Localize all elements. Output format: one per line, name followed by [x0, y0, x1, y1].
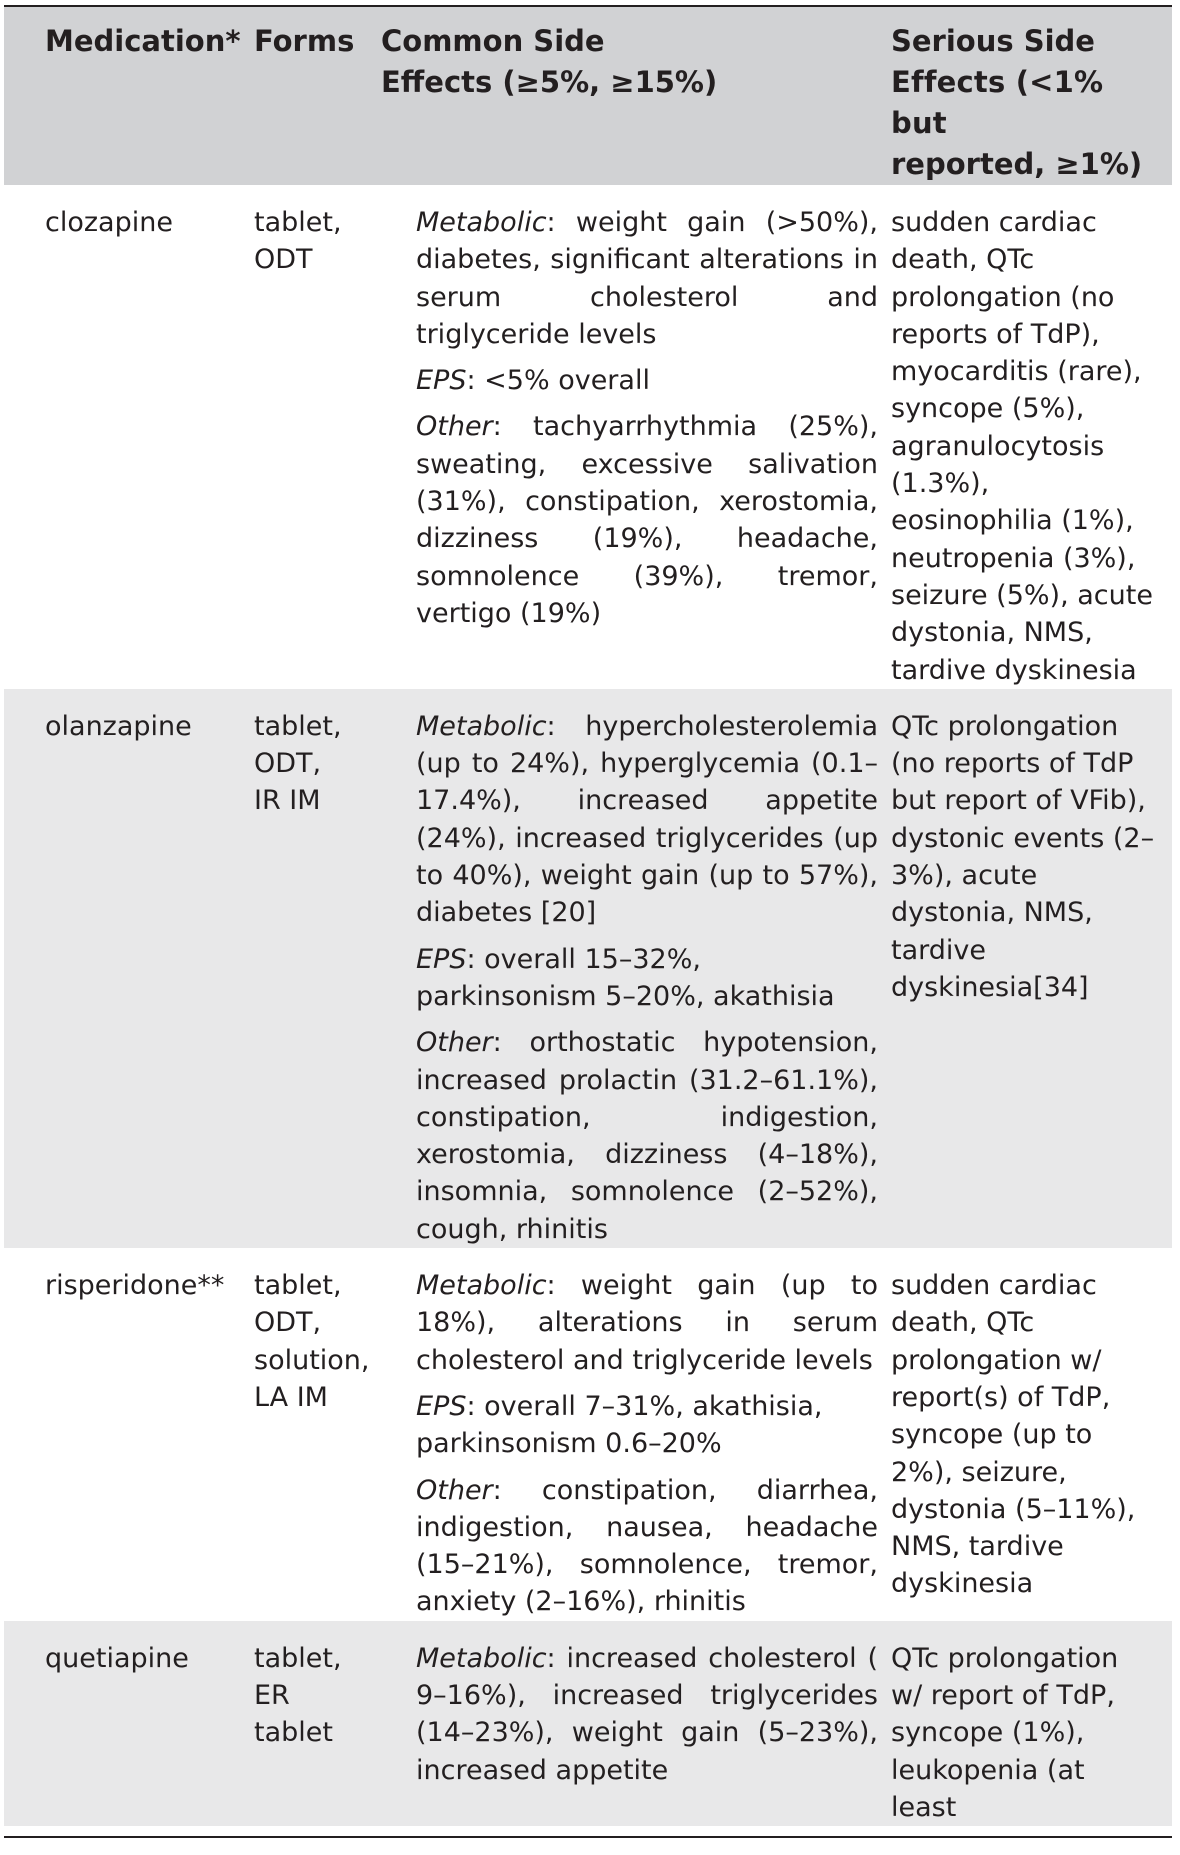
form-item: tablet, [254, 1642, 342, 1674]
header-common-side-effects [381, 7, 889, 185]
category-text: : overall 7–31%, akathisia, parkinsonism 0.6–20% [416, 1390, 823, 1460]
serious-side-effects-cell: sudden cardiac death, QTc prolongation (no reports of TdP), myocarditis (rare), syncope (5%), agranulocytosis (1.3%), eosinophilia (1%), neutropenia (3%), seizure (5%), acute dystonia, NMS, tardive dyskinesia [891, 207, 1153, 686]
common-side-effects-cell [381, 185, 889, 689]
header-medication: Medication* [45, 24, 241, 58]
medication-name: quetiapine [45, 1642, 189, 1674]
category-text: : increased cholesterol ( 9–16%), increased triglycerides (14–23%), weight gain (5–23%), increased appetite [416, 1642, 878, 1786]
other-effects [416, 1472, 878, 1621]
forms-cell [254, 185, 381, 689]
header-serious-line-1: Serious Side [891, 24, 1095, 58]
form-item: tablet, [254, 1270, 342, 1302]
category-label: Other [416, 411, 493, 443]
form-item: solution, [254, 1344, 370, 1376]
form-item: ODT [254, 244, 313, 276]
eps-effects [416, 941, 878, 1016]
table-row [4, 689, 1172, 1248]
metabolic-effects [416, 708, 878, 932]
category-label: Metabolic [416, 1270, 547, 1302]
header-common-line-1: Common Side [381, 24, 605, 58]
metabolic-effects [416, 1267, 878, 1379]
category-text: : hypercholesterolemia (up to 24%), hyperglycemia (0.1–17.4%), increased appetite (24%), increased triglycerides (up to 40%), weight gain (up to 57%), diabetes [20] [416, 710, 878, 929]
header-serious-side-effects [889, 7, 1172, 185]
category-text: : constipation, diarrhea, indigestion, nausea, headache (15–21%), somnolence, tremor, anxiety (2–16%), rhinitis [416, 1474, 878, 1618]
form-item: tablet, [254, 207, 342, 238]
category-label: Other [416, 1027, 493, 1059]
form-item: LA IM [254, 1381, 328, 1413]
other-effects [416, 408, 878, 632]
category-label: Metabolic [416, 710, 547, 742]
category-text: : weight gain (up to 18%), alterations in serum cholesterol and triglyceride levels [416, 1270, 878, 1376]
medication-name: clozapine [45, 207, 173, 238]
header-serious-line-2: Effects (<1% but [891, 65, 1104, 140]
category-label: EPS [416, 943, 467, 975]
table-row [4, 1621, 1172, 1826]
forms-cell [254, 689, 381, 1248]
header-forms: Forms [254, 24, 355, 58]
eps-effects [416, 1388, 878, 1463]
side-effects-table [4, 7, 1172, 1826]
category-text: : <5% overall [466, 365, 650, 397]
category-label: Other [416, 1474, 493, 1506]
form-item: tablet [254, 1717, 333, 1749]
category-text: : overall 15–32%, parkinsonism 5–20%, akathisia [416, 943, 835, 1012]
table-header-row [4, 7, 1172, 185]
category-text: : orthostatic hypotension, increased prolactin (31.2–61.1%), constipation, indigestion, xerostomia, dizziness (4–18%), insomnia, somnolence (2–52%), cough, rhinitis [416, 1027, 878, 1245]
category-label: EPS [416, 1390, 467, 1422]
serious-side-effects-cell: QTc prolongation w/ report of TdP, syncope (1%), leukopenia (at least [891, 1642, 1119, 1823]
category-label: Metabolic [416, 207, 547, 238]
other-effects [416, 1024, 878, 1248]
table-row [4, 1248, 1172, 1621]
form-item: ODT, [254, 748, 322, 780]
category-label: Metabolic [416, 1642, 547, 1674]
category-text: : weight gain (>50%), diabetes, significant alterations in serum cholesterol and triglyceride levels [416, 207, 878, 350]
header-serious-line-3: reported, ≥1%) [891, 147, 1143, 181]
category-label: EPS [416, 365, 467, 397]
form-item: ODT, [254, 1307, 322, 1339]
metabolic-effects [416, 204, 878, 353]
header-common-line-2: Effects (≥5%, ≥15%) [381, 65, 718, 99]
eps-effects [416, 362, 878, 399]
metabolic-effects [416, 1640, 878, 1789]
serious-side-effects-cell: QTc prolongation (no reports of TdP but report of VFib), dystonic events (2–3%), acute dystonia, NMS, tardive dyskinesia[34] [891, 710, 1155, 1003]
common-side-effects-cell [381, 689, 889, 1248]
table-row [4, 185, 1172, 689]
forms-cell [254, 1621, 381, 1826]
common-side-effects-cell [381, 1621, 889, 1826]
common-side-effects-cell [381, 1248, 889, 1621]
table-bottom-rule [4, 1836, 1172, 1838]
category-text: : tachyarrhythmia (25%), sweating, excessive salivation (31%), constipation, xerostomia, dizziness (19%), headache, somnolence (39%), tremor, vertigo (19%) [416, 411, 878, 629]
form-item: ER [254, 1679, 290, 1711]
medication-name: olanzapine [45, 710, 192, 742]
medication-name: risperidone** [45, 1270, 225, 1302]
forms-cell [254, 1248, 381, 1621]
serious-side-effects-cell: sudden cardiac death, QTc prolongation w/ report(s) of TdP, syncope (up to 2%), seizure, dystonia (5–11%), NMS, tardive dyskinesia [891, 1270, 1136, 1600]
form-item: IR IM [254, 785, 321, 817]
form-item: tablet, [254, 710, 342, 742]
